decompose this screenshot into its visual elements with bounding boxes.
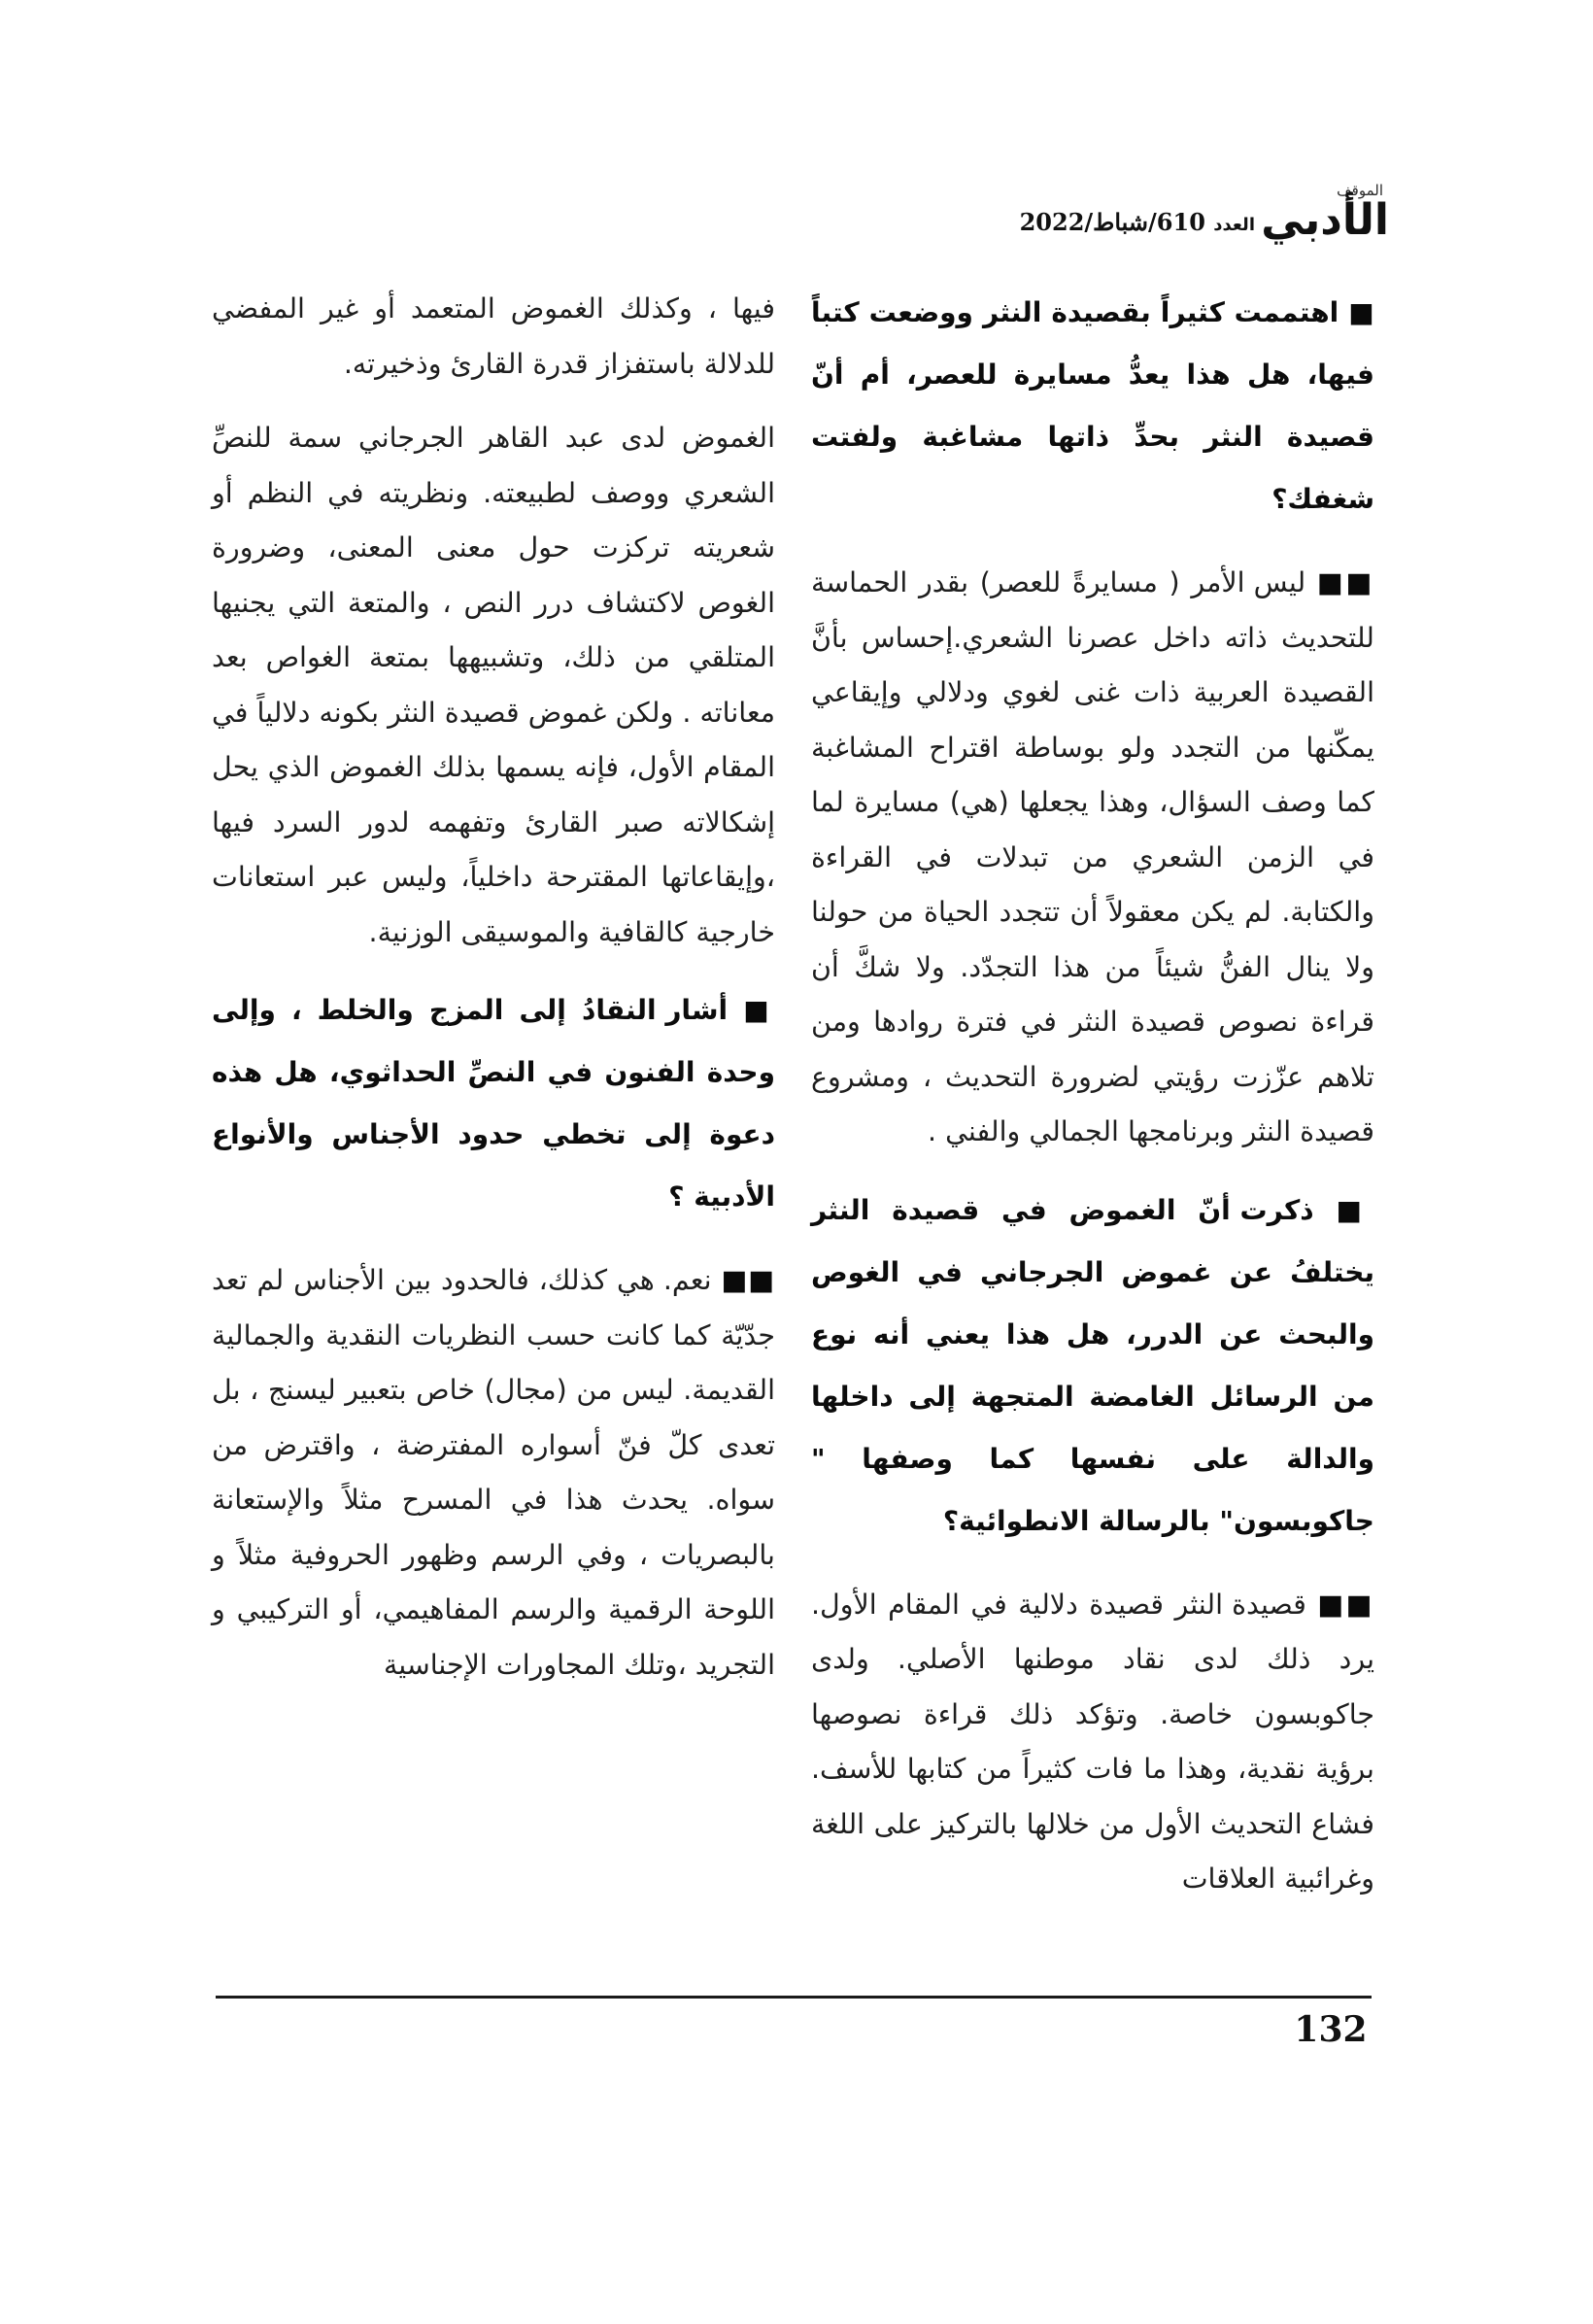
magazine-logo (1261, 182, 1389, 245)
answer-1 (811, 556, 1374, 1160)
answer-3 (212, 1253, 775, 1692)
question-1 (811, 282, 1374, 530)
paragraph-jurjani: الغموض لدى عبد القاهر الجرجاني سمة للنصِّ الشعري ووصف لطبيعته. ونظريته في النظم أو شعريته تركزت حول معنى المعنى، وضرورة الغوص لاكتشاف درر النص ، والمتعة التي يجنيها المتلقي من ذلك، وتشبيهها بمتعة الغواص بعد معاناته . ولكن غموض قصيدة النثر بكونه دلالياً في المقام الأول، فإنه يسمها بذلك الغموض الذي يحل إشكالاته صبر القارئ وتفهمه لدور السرد فيها ،وإيقاعاتها المقترحة داخلياً، وليس عبر استعانات خارجية كالقافية والموسيقى الوزنية. (212, 422, 775, 948)
issue-info (1020, 208, 1255, 236)
left-column (212, 282, 775, 1712)
question-marker: ■ (743, 994, 776, 1026)
answer-2 (811, 1578, 1374, 1907)
question-marker: ■ (1336, 1193, 1374, 1226)
issue-text: 610/شباط/2022 (1019, 208, 1205, 236)
page-header (971, 183, 1389, 245)
answer-marker: ■■ (721, 1264, 776, 1296)
paragraph-continued: فيها ، وكذلك الغموض المتعمد أو غير المفضي للدلالة باستفزاز قدرة القارئ وذخيرته. (212, 292, 775, 380)
answer-2-text: قصيدة النثر قصيدة دلالية في المقام الأول. يرد ذلك لدى نقاد موطنها الأصلي. ولدى جاكوبسون خاصة. وتؤكد ذلك قراءة نصوصها برؤية نقدية، وهذا ما فات كثيراً من كتابها للأسف. فشاع التحديث الأول من خلالها بالتركيز على اللغة وغرائبية العلاقات (811, 1588, 1374, 1895)
answer-marker: ■■ (1317, 1588, 1374, 1621)
answer-1-text: ليس الأمر ( مسايرةً للعصر) بقدر الحماسة للتحديث ذاته داخل عصرنا الشعري.إحساس بأنَّ القصيدة العربية ذات غنى لغوي ودلالي وإيقاعي يمكّنها من التجدد ولو بوساطة اقتراح المشاغبة كما وصف السؤال، وهذا يجعلها (هي) مسايرة لما في الزمن الشعري من تبدلات في القراءة والكتابة. لم يكن معقولاً أن تتجدد الحياة من حولنا ولا ينال الفنُّ شيئاً من هذا التجدّد. ولا شكَّ أن قراءة نصوص قصيدة النثر في فترة روادها ومن تلاهم عزّزت رؤيتي لضرورة التحديث ، ومشروع قصيدة النثر وبرنامجها الجمالي والفني . (811, 566, 1374, 1147)
question-marker: ■ (1348, 296, 1374, 328)
logo-small-text: الموقف (1337, 182, 1383, 199)
question-2 (811, 1179, 1374, 1553)
question-3 (212, 979, 775, 1228)
answer-marker: ■■ (1316, 566, 1375, 598)
question-2-text: ذكرت أنّ الغموض في قصيدة النثر يختلفُ عن غموض الجرجاني في الغوص والبحث عن الدرر، هل هذا يعني أنه نوع من الرسائل الغامضة المتجهة إلى داخلها والدالة على نفسها كما وصفها " جاكوبسون" بالرسالة الانطوائية؟ (811, 1193, 1374, 1537)
page-number: 132 (1294, 2009, 1368, 2050)
answer-3-text: نعم. هي كذلك، فالحدود بين الأجناس لم تعد جدّيّة كما كانت حسب النظريات النقدية والجمالية القديمة. ليس من (مجال) خاص بتعبير ليسنج ، بل تعدى كلّ فنّ أسواره المفترضة ، واقترض من سواه. يحدث هذا في المسرح مثلاً والإستعانة بالبصريات ، وفي الرسم وظهور الحروفية مثلاً و اللوحة الرقمية والرسم المفاهيمي، أو التركيبي و التجريد ،وتلك المجاورات الإجناسية (212, 1264, 775, 1681)
logo-big-text: الأدبي (1261, 195, 1389, 245)
right-column (811, 282, 1374, 1927)
question-1-text: اهتممت كثيراً بقصيدة النثر ووضعت كتباً فيها، هل هذا يعدُّ مسايرة للعصر، أم أنّ قصيدة النثر بحدِّ ذاتها مشاغبة ولفتت شغفك؟ (811, 296, 1374, 515)
footer-divider (216, 1996, 1372, 1999)
question-3-text: أشار النقادُ إلى المزج والخلط ، وإلى وحدة الفنون في النصِّ الحداثوي، هل هذه دعوة إلى تخطي حدود الأجناس والأنواع الأدبية ؟ (212, 994, 775, 1213)
issue-label: العدد (1213, 215, 1255, 235)
